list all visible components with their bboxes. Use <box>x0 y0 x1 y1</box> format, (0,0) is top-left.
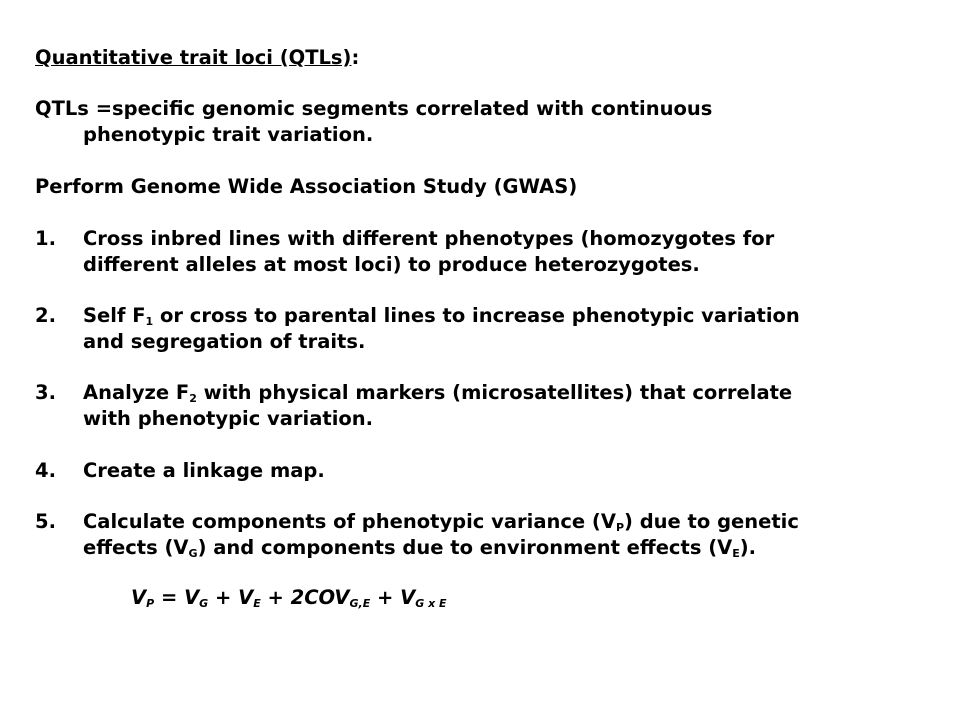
step-5-ve-subscript: E <box>732 547 740 560</box>
step-1-number: 1. <box>35 227 56 250</box>
formula-plus-cov: + 2COV <box>260 586 350 609</box>
step-3-text-pre: Analyze F <box>83 381 190 404</box>
step-5-line-2-pre: effects (V <box>83 536 189 559</box>
gwas-heading: Perform Genome Wide Association Study (GWAS) <box>35 175 578 198</box>
formula-vp: V <box>131 586 147 609</box>
formula-cov-subscript: G,E <box>349 597 371 610</box>
slide-title-colon: : <box>351 46 360 69</box>
formula-vp-subscript: P <box>146 597 155 610</box>
variance-formula <box>131 586 447 610</box>
step-1-line-1: Cross inbred lines with different phenotypes (homozygotes for <box>83 227 775 250</box>
step-2-f1-subscript: 1 <box>145 315 154 328</box>
formula-equals-vg: = V <box>154 586 200 609</box>
step-5-number: 5. <box>35 510 56 533</box>
step-3-line-1 <box>83 381 792 405</box>
step-5-line-1 <box>83 510 799 534</box>
step-2-number: 2. <box>35 304 56 327</box>
step-5-line-2 <box>83 536 756 560</box>
step-5-vp-subscript: P <box>615 521 624 534</box>
step-2-line-1 <box>83 304 800 328</box>
step-5-text-post: ) due to genetic <box>624 510 799 533</box>
step-3-f2-subscript: 2 <box>189 392 197 405</box>
step-1-line-2: different alleles at most loci) to produce heterozygotes. <box>83 253 700 276</box>
step-4-number: 4. <box>35 459 56 482</box>
step-2-text-post: or cross to parental lines to increase phenotypic variation <box>153 304 800 327</box>
slide-title-text: Quantitative trait loci (QTLs) <box>35 46 352 69</box>
step-5-line-2-post: ). <box>739 536 757 559</box>
formula-plus-vgxe: + V <box>370 586 416 609</box>
definition-line-2: phenotypic trait variation. <box>83 123 374 146</box>
step-5-line-2-mid: ) and components due to environment effects (V <box>197 536 733 559</box>
step-3-number: 3. <box>35 381 56 404</box>
step-5-vg-subscript: G <box>188 547 198 560</box>
formula-ve-subscript: E <box>253 597 261 610</box>
formula-gxe-subscript: G x E <box>415 597 447 610</box>
step-5-text-pre: Calculate components of phenotypic variance (V <box>83 510 616 533</box>
formula-vg-subscript: G <box>199 597 209 610</box>
step-3-line-2: with phenotypic variation. <box>83 407 374 430</box>
step-2-line-2: and segregation of traits. <box>83 330 366 353</box>
formula-plus-ve: + V <box>208 586 254 609</box>
step-3-text-post: with physical markers (microsatellites) that correlate <box>196 381 793 404</box>
definition-line-1: QTLs =specific genomic segments correlated with continuous <box>35 97 713 120</box>
step-4-line-1: Create a linkage map. <box>83 459 325 482</box>
step-2-text-pre: Self F <box>83 304 146 327</box>
slide-title <box>35 46 359 70</box>
